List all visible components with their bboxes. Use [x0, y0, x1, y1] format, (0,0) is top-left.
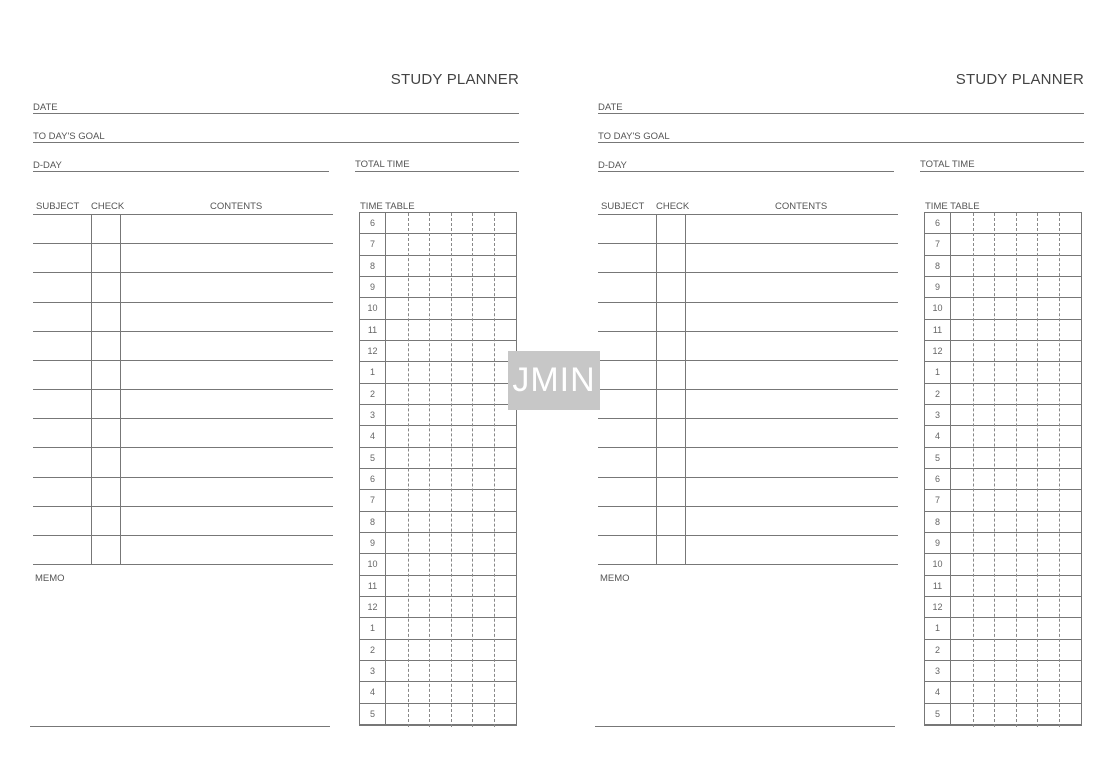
hour-label: 8 [360, 256, 386, 276]
hour-label: 7 [360, 234, 386, 254]
time-slot-row[interactable] [360, 448, 516, 469]
table-row-line [598, 447, 898, 448]
dday-label: D-DAY [598, 160, 627, 171]
hour-label: 12 [925, 597, 951, 617]
check-header: CHECK [656, 201, 690, 212]
time-slot-row[interactable] [925, 661, 1081, 682]
hour-label: 12 [360, 341, 386, 361]
table-row-line [598, 564, 898, 565]
hour-label: 9 [925, 533, 951, 553]
time-slot-row[interactable] [925, 597, 1081, 618]
time-slot-row[interactable] [925, 576, 1081, 597]
check-cell[interactable] [91, 303, 120, 331]
hour-label: 12 [925, 341, 951, 361]
time-slot-row[interactable] [360, 277, 516, 298]
ten-minute-divider [429, 213, 430, 727]
memo-area[interactable] [30, 726, 330, 727]
time-slot-row[interactable] [925, 618, 1081, 639]
hour-label: 1 [360, 618, 386, 638]
hour-label: 3 [360, 661, 386, 681]
table-row-line [598, 418, 898, 419]
hour-label: 9 [360, 277, 386, 297]
check-cell[interactable] [91, 244, 120, 272]
timetable-label: TIME TABLE [925, 201, 980, 212]
time-slot-row[interactable] [925, 320, 1081, 341]
check-cell[interactable] [656, 536, 685, 564]
time-slot-row[interactable] [360, 405, 516, 426]
table-row-line [33, 418, 333, 419]
planner-page-right [595, 0, 1095, 784]
time-slot-row[interactable] [360, 512, 516, 533]
time-slot-row[interactable] [360, 384, 516, 405]
time-slot-row[interactable] [925, 682, 1081, 703]
hour-label: 3 [925, 405, 951, 425]
time-slot-row[interactable] [925, 448, 1081, 469]
time-slot-row[interactable] [925, 469, 1081, 490]
goal-field[interactable] [33, 142, 519, 143]
table-row-line [33, 535, 333, 536]
hour-label: 6 [925, 213, 951, 233]
hour-label: 5 [360, 448, 386, 468]
goal-field[interactable] [598, 142, 1084, 143]
hour-label: 1 [360, 362, 386, 382]
table-row-line [33, 243, 333, 244]
dday-field[interactable] [598, 171, 894, 172]
subject-header: SUBJECT [601, 201, 645, 212]
check-cell[interactable] [656, 507, 685, 535]
hour-label: 11 [925, 320, 951, 340]
check-cell[interactable] [656, 448, 685, 476]
contents-header: CONTENTS [775, 201, 828, 212]
table-row-line [598, 272, 898, 273]
table-row-line [33, 214, 333, 215]
check-cell[interactable] [656, 303, 685, 331]
total-time-label: TOTAL TIME [355, 159, 410, 170]
hour-label: 7 [360, 490, 386, 510]
hour-label: 2 [925, 384, 951, 404]
planner-page-left [30, 0, 530, 784]
check-cell[interactable] [91, 448, 120, 476]
time-table [359, 212, 517, 726]
contents-header: CONTENTS [210, 201, 263, 212]
memo-area[interactable] [595, 726, 895, 727]
hour-label: 4 [360, 426, 386, 446]
hour-label: 5 [925, 704, 951, 724]
check-cell[interactable] [656, 273, 685, 301]
ten-minute-divider [994, 213, 995, 727]
timetable-label: TIME TABLE [360, 201, 415, 212]
table-row-line [33, 302, 333, 303]
check-cell[interactable] [91, 332, 120, 360]
time-slot-row[interactable] [360, 661, 516, 682]
check-cell[interactable] [91, 390, 120, 418]
time-slot-row[interactable] [925, 426, 1081, 447]
check-cell[interactable] [91, 478, 120, 506]
check-cell[interactable] [656, 361, 685, 389]
hour-label: 11 [360, 576, 386, 596]
dday-label: D-DAY [33, 160, 62, 171]
table-row-line [598, 477, 898, 478]
time-slot-row[interactable] [360, 682, 516, 703]
hour-label: 2 [925, 640, 951, 660]
table-row-line [33, 477, 333, 478]
table-row-line [598, 302, 898, 303]
table-row-line [598, 243, 898, 244]
hour-label: 11 [360, 320, 386, 340]
hour-label: 10 [360, 554, 386, 574]
time-slot-row[interactable] [360, 234, 516, 255]
time-slot-row[interactable] [360, 320, 516, 341]
table-row-line [598, 506, 898, 507]
date-label: DATE [598, 102, 623, 113]
hour-label: 5 [925, 448, 951, 468]
table-row-line [33, 360, 333, 361]
check-cell[interactable] [656, 244, 685, 272]
check-cell[interactable] [656, 478, 685, 506]
ten-minute-divider [494, 213, 495, 727]
time-slot-row[interactable] [925, 704, 1081, 725]
total-time-label: TOTAL TIME [920, 159, 975, 170]
memo-label: MEMO [600, 573, 630, 584]
hour-label: 10 [925, 298, 951, 318]
hour-label: 3 [925, 661, 951, 681]
hour-label: 7 [925, 234, 951, 254]
time-slot-row[interactable] [925, 405, 1081, 426]
check-cell[interactable] [656, 332, 685, 360]
hour-label: 7 [925, 490, 951, 510]
memo-label: MEMO [35, 573, 65, 584]
table-row-line [598, 360, 898, 361]
time-slot-row[interactable] [925, 277, 1081, 298]
table-row-line [598, 535, 898, 536]
check-cell[interactable] [91, 419, 120, 447]
time-slot-row[interactable] [925, 298, 1081, 319]
time-slot-row[interactable] [360, 704, 516, 725]
hour-label: 10 [360, 298, 386, 318]
hour-label: 2 [360, 384, 386, 404]
time-slot-row[interactable] [925, 234, 1081, 255]
check-cell[interactable] [656, 390, 685, 418]
time-slot-row[interactable] [360, 298, 516, 319]
time-slot-row[interactable] [360, 341, 516, 362]
hour-label: 10 [925, 554, 951, 574]
time-slot-row[interactable] [925, 490, 1081, 511]
hour-label: 11 [925, 576, 951, 596]
ten-minute-divider [1037, 213, 1038, 727]
time-slot-row[interactable] [360, 362, 516, 383]
ten-minute-divider [451, 213, 452, 727]
subject-table [33, 214, 333, 564]
hour-label: 6 [360, 213, 386, 233]
time-slot-row[interactable] [360, 469, 516, 490]
time-slot-row[interactable] [925, 512, 1081, 533]
dday-field[interactable] [33, 171, 329, 172]
check-column-right-border [120, 214, 121, 564]
ten-minute-divider [472, 213, 473, 727]
check-header: CHECK [91, 201, 125, 212]
hour-label: 4 [925, 426, 951, 446]
date-field[interactable] [33, 113, 519, 114]
time-slot-row[interactable] [925, 384, 1081, 405]
time-slot-row[interactable] [360, 213, 516, 234]
hour-label: 12 [360, 597, 386, 617]
time-slot-row[interactable] [360, 426, 516, 447]
check-cell[interactable] [656, 419, 685, 447]
table-row-line [598, 331, 898, 332]
time-slot-row[interactable] [360, 640, 516, 661]
watermark: JMIN [508, 351, 600, 410]
table-row-line [33, 389, 333, 390]
check-cell[interactable] [91, 273, 120, 301]
time-slot-row[interactable] [925, 554, 1081, 575]
check-cell[interactable] [91, 361, 120, 389]
hour-label: 4 [925, 682, 951, 702]
time-slot-row[interactable] [925, 362, 1081, 383]
ten-minute-divider [1016, 213, 1017, 727]
goal-label: TO DAY'S GOAL [33, 131, 105, 142]
time-slot-row[interactable] [925, 341, 1081, 362]
hour-label: 6 [925, 469, 951, 489]
hour-label: 1 [925, 362, 951, 382]
subject-table [598, 214, 898, 564]
hour-label: 5 [360, 704, 386, 724]
hour-label: 8 [360, 512, 386, 532]
check-cell[interactable] [91, 215, 120, 243]
total-time-field[interactable] [355, 171, 519, 172]
check-column-left-border [91, 214, 92, 564]
page-title: STUDY PLANNER [955, 71, 1084, 88]
goal-label: TO DAY'S GOAL [598, 131, 670, 142]
hour-label: 8 [925, 512, 951, 532]
hour-label: 3 [360, 405, 386, 425]
total-time-field[interactable] [920, 171, 1084, 172]
page-title: STUDY PLANNER [390, 71, 519, 88]
check-cell[interactable] [91, 507, 120, 535]
ten-minute-divider [1059, 213, 1060, 727]
table-row-line [33, 447, 333, 448]
check-cell[interactable] [656, 215, 685, 243]
time-slot-row[interactable] [360, 554, 516, 575]
check-column-right-border [685, 214, 686, 564]
time-slot-row[interactable] [360, 256, 516, 277]
hour-label: 8 [925, 256, 951, 276]
table-row-line [598, 389, 898, 390]
date-label: DATE [33, 102, 58, 113]
table-row-line [33, 506, 333, 507]
time-slot-row[interactable] [925, 213, 1081, 234]
hour-label: 9 [925, 277, 951, 297]
time-slot-row[interactable] [925, 533, 1081, 554]
date-field[interactable] [598, 113, 1084, 114]
time-table [924, 212, 1082, 726]
hour-label: 4 [360, 682, 386, 702]
table-row-line [33, 564, 333, 565]
time-slot-row[interactable] [360, 576, 516, 597]
hour-label: 2 [360, 640, 386, 660]
time-slot-row[interactable] [925, 640, 1081, 661]
hour-label: 9 [360, 533, 386, 553]
time-slot-row[interactable] [360, 490, 516, 511]
ten-minute-divider [408, 213, 409, 727]
table-row-line [33, 272, 333, 273]
subject-header: SUBJECT [36, 201, 80, 212]
check-column-left-border [656, 214, 657, 564]
hour-label: 1 [925, 618, 951, 638]
ten-minute-divider [973, 213, 974, 727]
table-row-line [598, 214, 898, 215]
hour-label: 6 [360, 469, 386, 489]
time-slot-row[interactable] [360, 597, 516, 618]
time-slot-row[interactable] [925, 256, 1081, 277]
table-row-line [33, 331, 333, 332]
time-slot-row[interactable] [360, 618, 516, 639]
check-cell[interactable] [91, 536, 120, 564]
time-slot-row[interactable] [360, 533, 516, 554]
